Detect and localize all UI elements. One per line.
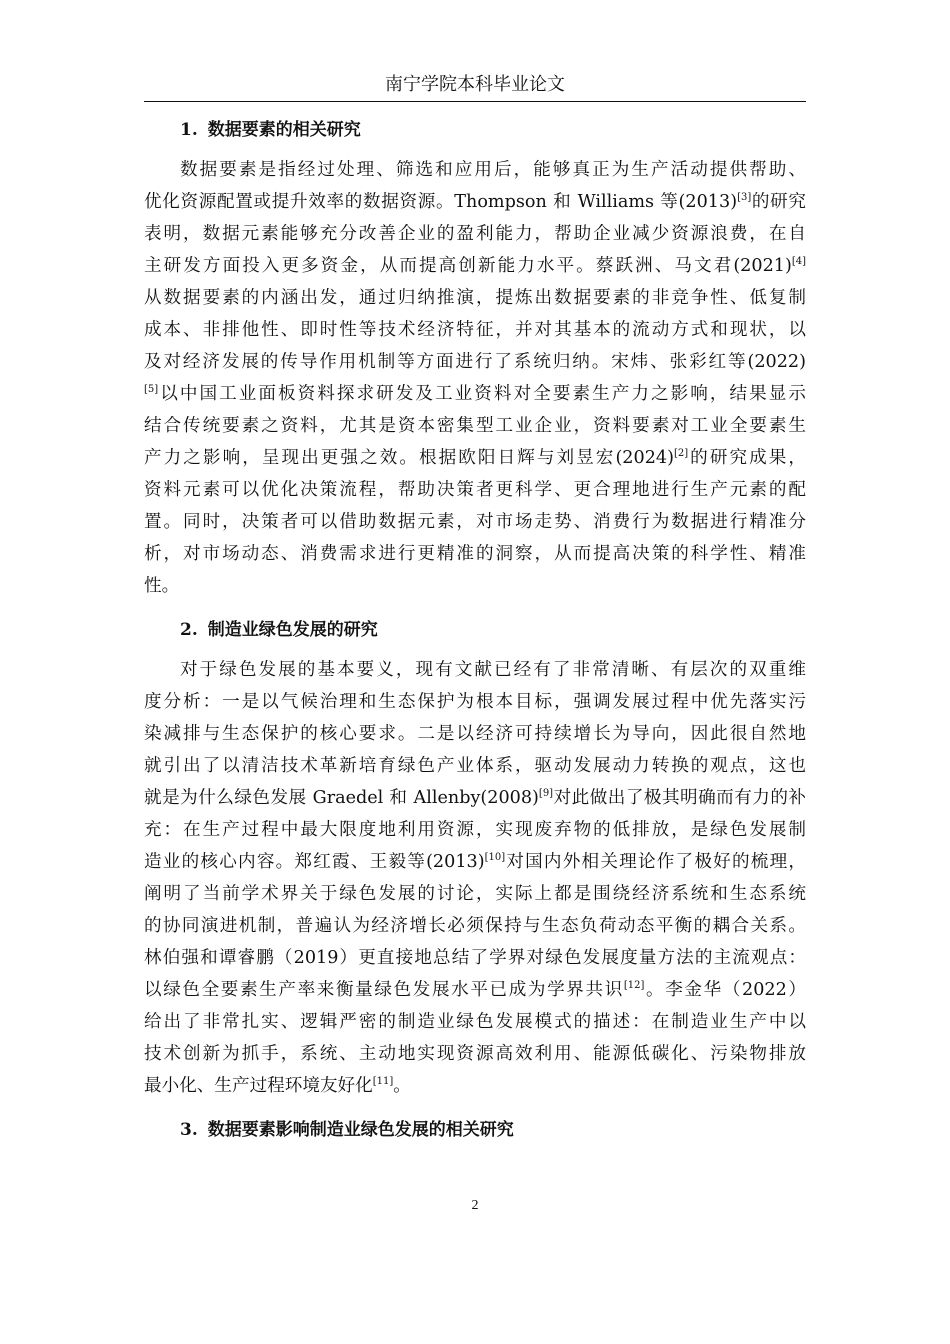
text-line: 技术创新为抓手，系统、主动地实现资源高效利用、能源低碳化、污染物排放 (144, 1044, 806, 1064)
text-line: 结合传统要素之资料，尤其是资本密集型工业企业，资料要素对工业全要素生 (144, 416, 806, 436)
text-line: 资料元素可以优化决策流程，帮助决策者更科学、更合理地进行生产元素的配 (144, 480, 806, 500)
text-line: 对于绿色发展的基本要义，现有文献已经有了非常清晰、有层次的双重维 (180, 660, 806, 680)
citation: [3] (737, 192, 752, 203)
text-line: 的协同演进机制，普遍认为经济增长必须保持与生态负荷动态平衡的耦合关系。 (144, 916, 806, 936)
section-title: 数据要素的相关研究 (207, 120, 361, 140)
header-title: 南宁学院本科毕业论文 (385, 74, 565, 95)
text-line: 染减排与生态保护的核心要求。二是以经济可持续增长为导向，因此很自然地 (144, 724, 806, 744)
text-line: 优化资源配置或提升效率的数据资源。Thompson 和 Williams 等(2013)[3]的研究 (144, 192, 806, 212)
text-line: 度分析：一是以气候治理和生态保护为根本目标，强调发展过程中优先落实污 (144, 692, 806, 712)
text-line: 给出了非常扎实、逻辑严密的制造业绿色发展模式的描述：在制造业生产中以 (144, 1012, 806, 1032)
header-rule (144, 101, 806, 102)
section-title: 数据要素影响制造业绿色发展的相关研究 (207, 1120, 514, 1140)
text-line: 林伯强和谭睿鹏（2019）更直接地总结了学界对绿色发展度量方法的主流观点： (144, 948, 806, 968)
citation: [9] (538, 788, 554, 799)
text-line: 置。同时，决策者可以借助数据元素，对市场走势、消费行为数据进行精准分 (144, 512, 806, 532)
page-body (144, 114, 806, 1146)
citation: [11] (372, 1076, 394, 1087)
text-line: 数据要素是指经过处理、筛选和应用后，能够真正为生产活动提供帮助、 (180, 160, 806, 180)
text-line: 最小化、生产过程环境友好化[11]。 (144, 1076, 411, 1096)
citation: [2] (673, 448, 689, 459)
citation: [12] (623, 980, 645, 991)
section-number: 3. (180, 1120, 198, 1140)
text-line: 主研发方面投入更多资金，从而提高创新能力水平。蔡跃洲、马文君(2021)[4] (144, 256, 806, 276)
section-heading-1 (144, 114, 806, 146)
section-number: 2. (180, 620, 198, 640)
section-1-paragraph (144, 154, 806, 602)
text-line: 析，对市场动态、消费需求进行更精准的洞察，从而提高决策的科学性、精准 (144, 544, 806, 564)
section-number: 1. (180, 120, 198, 140)
citation: [4] (791, 256, 806, 267)
citation: [10] (484, 852, 506, 863)
text-line: 充：在生产过程中最大限度地利用资源，实现废弃物的低排放，是绿色发展制 (144, 820, 806, 840)
text-line: 表明，数据元素能够充分改善企业的盈利能力，帮助企业减少资源浪费，在自 (144, 224, 806, 244)
citation: [5] (144, 384, 159, 395)
text-line: [5]以中国工业面板资料探求研发及工业资料对全要素生产力之影响，结果显示 (144, 384, 806, 404)
text-line: 就引出了以清洁技术革新培育绿色产业体系，驱动发展动力转换的观点，这也 (144, 756, 806, 776)
text-line: 以绿色全要素生产率来衡量绿色发展水平已成为学界共识[12]。李金华（2022） (144, 980, 806, 1000)
section-heading-2 (144, 614, 806, 646)
section-heading-3 (144, 1114, 806, 1146)
section-2-paragraph (144, 654, 806, 1102)
page-number: 2 (471, 1198, 479, 1213)
section-title: 制造业绿色发展的研究 (207, 620, 378, 640)
text-line: 及对经济发展的传导作用机制等方面进行了系统归纳。宋炜、张彩红等(2022) (144, 352, 806, 372)
text-line: 产力之影响，呈现出更强之效。根据欧阳日辉与刘昱宏(2024)[2]的研究成果， (144, 448, 806, 468)
text-line: 从数据要素的内涵出发，通过归纳推演，提炼出数据要素的非竞争性、低复制 (144, 288, 806, 308)
text-line: 性。 (144, 576, 180, 596)
text-line: 阐明了当前学术界关于绿色发展的讨论，实际上都是围绕经济系统和生态系统 (144, 884, 806, 904)
text-line: 成本、非排他性、即时性等技术经济特征，并对其基本的流动方式和现状，以 (144, 320, 806, 340)
text-line: 造业的核心内容。郑红霞、王毅等(2013)[10]对国内外相关理论作了极好的梳理， (144, 852, 806, 872)
text-line: 就是为什么绿色发展 Graedel 和 Allenby(2008)[9]对此做出了极其明确而有力的补 (144, 788, 806, 808)
page-header (144, 72, 806, 98)
